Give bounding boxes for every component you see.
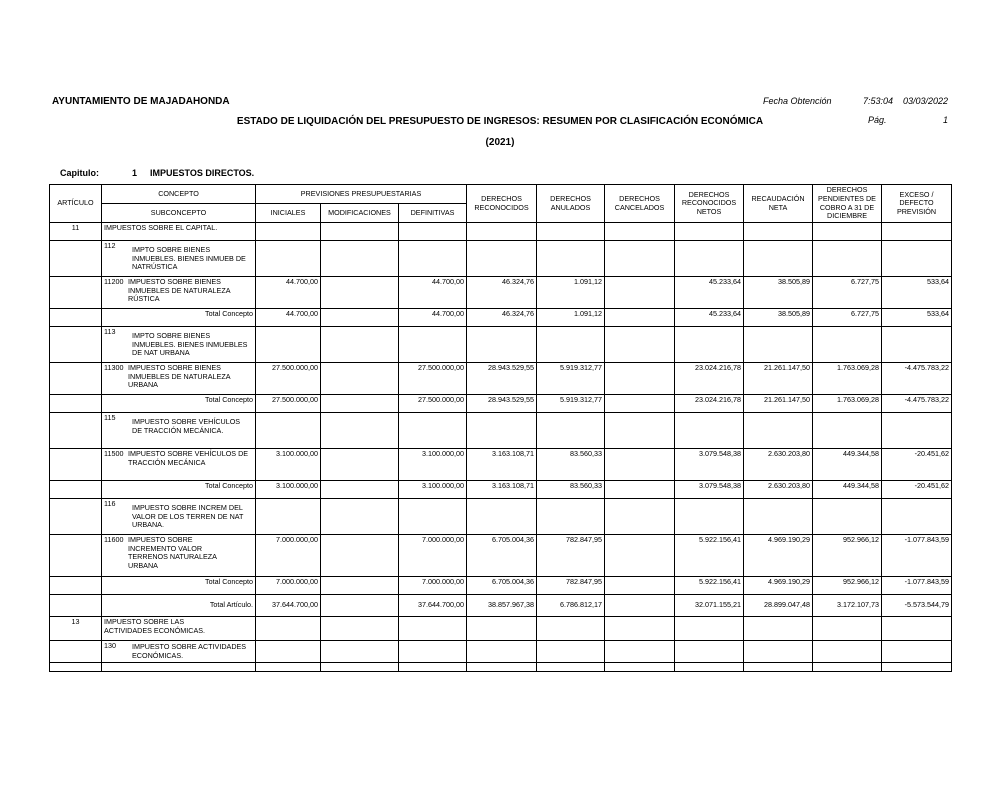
cell-derechos-cancelados xyxy=(605,535,675,577)
cell-exceso-defecto: -1.077.843,59 xyxy=(882,577,952,595)
page-label: Pág. xyxy=(868,115,887,125)
col-recaudacion-neta: RECAUDACIÓN NETA xyxy=(744,185,813,223)
concept-row xyxy=(50,499,952,535)
cell-recaudacion-neta: 21.261.147,50 xyxy=(744,395,813,413)
cell-derechos-anulados: 5.919.312,77 xyxy=(537,363,605,395)
cell-recaudacion-neta: 4.969.190,29 xyxy=(744,535,813,577)
cell-recaudacion-neta: 38.505,89 xyxy=(744,309,813,327)
entity-name: AYUNTAMIENTO DE MAJADAHONDA xyxy=(52,96,230,107)
cell-modificaciones xyxy=(321,535,399,577)
cell-derechos-pendientes: 6.727,75 xyxy=(813,309,882,327)
col-derechos-reconocidos: DERECHOS RECONOCIDOS xyxy=(467,185,537,223)
cell-derechos-netos: 32.071.155,21 xyxy=(675,595,744,617)
cell-derechos-reconocidos: 46.324,76 xyxy=(467,309,537,327)
cell-recaudacion-neta: 2.630.203,80 xyxy=(744,481,813,499)
concept-desc: IMPUESTO SOBRE ACTIVIDADES ECONÓMICAS. xyxy=(132,642,247,660)
col-derechos-pendientes: DERECHOS PENDIENTES DE COBRO A 31 DE DICIEMBRE xyxy=(813,185,882,223)
concept-code: 115 xyxy=(104,413,116,422)
cell-iniciales: 44.700,00 xyxy=(256,277,321,309)
article-code: 11 xyxy=(50,223,102,241)
cell-exceso-defecto: -5.573.544,79 xyxy=(882,595,952,617)
total-label: Total Concepto xyxy=(102,577,256,595)
cell-exceso-defecto: -20.451,62 xyxy=(882,481,952,499)
cell-modificaciones xyxy=(321,363,399,395)
cell-derechos-reconocidos: 6.705.004,36 xyxy=(467,577,537,595)
cell-recaudacion-neta: 21.261.147,50 xyxy=(744,363,813,395)
cell-definitivas: 7.000.000,00 xyxy=(399,577,467,595)
cell-derechos-anulados: 5.919.312,77 xyxy=(537,395,605,413)
col-concepto: CONCEPTO xyxy=(102,185,256,204)
total-concepto-row xyxy=(50,395,952,413)
liquidation-table xyxy=(49,184,952,672)
cell-exceso-defecto: -1.077.843,59 xyxy=(882,535,952,577)
subconcept-desc: IMPUESTO SOBRE VEHÍCULOS DE TRACCIÓN MECÁNICA xyxy=(128,449,249,467)
report-date: 03/03/2022 xyxy=(903,96,949,106)
cell-exceso-defecto: -4.475.783,22 xyxy=(882,363,952,395)
subconcept-row xyxy=(50,277,952,309)
cell-iniciales: 37.644.700,00 xyxy=(256,595,321,617)
concept-desc: IMPUESTO SOBRE VEHÍCULOS DE TRACCIÓN MECÁNICA. xyxy=(132,417,241,435)
subconcept-code: 11600 xyxy=(104,535,124,544)
cell-derechos-pendientes: 952.966,12 xyxy=(813,577,882,595)
concept-desc: IMPTO SOBRE BIENES INMUEBLES. BIENES INMUEBLES DE NAT URBANA xyxy=(132,331,248,358)
cell-recaudacion-neta: 4.969.190,29 xyxy=(744,577,813,595)
total-label: Total Concepto xyxy=(102,309,256,327)
subconcept-desc: IMPUESTO SOBRE INCREMENTO VALOR TERRENOS NATURALEZA URBANA xyxy=(128,535,217,570)
report-title: ESTADO DE LIQUIDACIÓN DEL PRESUPUESTO DE INGRESOS: RESUMEN POR CLASIFICACIÓN ECONÓMICA xyxy=(236,116,764,127)
cell-iniciales: 7.000.000,00 xyxy=(256,535,321,577)
total-articulo-row xyxy=(50,595,952,617)
cell-derechos-netos: 23.024.216,78 xyxy=(675,363,744,395)
col-derechos-cancelados: DERECHOS CANCELADOS xyxy=(605,185,675,223)
cell-iniciales: 27.500.000,00 xyxy=(256,363,321,395)
total-concepto-row xyxy=(50,577,952,595)
concept-code: 113 xyxy=(104,327,116,336)
subconcept-desc: IMPUESTO SOBRE BIENES INMUEBLES DE NATURALEZA URBANA xyxy=(128,363,231,390)
concept-code: 112 xyxy=(104,241,116,250)
cell-derechos-cancelados xyxy=(605,449,675,481)
cell-iniciales: 44.700,00 xyxy=(256,309,321,327)
article-code: 13 xyxy=(50,617,102,641)
cell-derechos-anulados: 1.091,12 xyxy=(537,277,605,309)
cell-definitivas: 3.100.000,00 xyxy=(399,481,467,499)
article-row xyxy=(50,617,952,641)
article-desc: IMPUESTOS SOBRE EL CAPITAL. xyxy=(102,223,256,241)
cell-derechos-pendientes: 1.763.069,28 xyxy=(813,395,882,413)
col-derechos-netos: DERECHOS RECONOCIDOS NETOS xyxy=(675,185,744,223)
cell-derechos-pendientes: 1.763.069,28 xyxy=(813,363,882,395)
cell-derechos-netos: 3.079.548,38 xyxy=(675,481,744,499)
cell-recaudacion-neta: 38.505,89 xyxy=(744,277,813,309)
cell-derechos-reconocidos: 6.705.004,36 xyxy=(467,535,537,577)
cell-recaudacion-neta: 2.630.203,80 xyxy=(744,449,813,481)
cell-definitivas: 37.644.700,00 xyxy=(399,595,467,617)
cell-derechos-cancelados xyxy=(605,309,675,327)
cell-iniciales: 3.100.000,00 xyxy=(256,449,321,481)
total-label: Total Artículo. xyxy=(102,595,256,617)
subconcept-row xyxy=(50,363,952,395)
cell-derechos-cancelados xyxy=(605,277,675,309)
subconcept-code: 11300 xyxy=(104,363,124,372)
cell-modificaciones xyxy=(321,309,399,327)
cell-derechos-netos: 5.922.156,41 xyxy=(675,535,744,577)
col-subconcepto: SUBCONCEPTO xyxy=(102,204,256,223)
report-year: (2021) xyxy=(485,137,515,148)
cell-recaudacion-neta: 28.899.047,48 xyxy=(744,595,813,617)
subconcept-desc: IMPUESTO SOBRE BIENES INMUEBLES DE NATURALEZA RÚSTICA xyxy=(128,277,231,304)
cell-modificaciones xyxy=(321,595,399,617)
col-exceso-defecto: EXCESO / DEFECTO PREVISIÓN xyxy=(882,185,952,223)
article-desc: IMPUESTO SOBRE LAS ACTIVIDADES ECONÓMICAS. xyxy=(104,617,206,635)
cell-derechos-pendientes: 952.966,12 xyxy=(813,535,882,577)
cell-derechos-pendientes: 449.344,58 xyxy=(813,449,882,481)
cell-modificaciones xyxy=(321,277,399,309)
cell-modificaciones xyxy=(321,577,399,595)
cell-modificaciones xyxy=(321,395,399,413)
cell-derechos-netos: 23.024.216,78 xyxy=(675,395,744,413)
concept-row xyxy=(50,413,952,449)
concept-desc: IMPTO SOBRE BIENES INMUEBLES. BIENES INMUEB DE NATRÚSTICA xyxy=(132,245,246,272)
cell-derechos-cancelados xyxy=(605,481,675,499)
cell-derechos-anulados: 1.091,12 xyxy=(537,309,605,327)
article-row xyxy=(50,223,952,241)
cell-definitivas: 44.700,00 xyxy=(399,277,467,309)
cell-derechos-cancelados xyxy=(605,595,675,617)
concept-code: 116 xyxy=(104,499,116,508)
cell-definitivas: 27.500.000,00 xyxy=(399,395,467,413)
cell-derechos-netos: 45.233,64 xyxy=(675,309,744,327)
total-concepto-row xyxy=(50,481,952,499)
cell-definitivas: 3.100.000,00 xyxy=(399,449,467,481)
subconcept-code: 11200 xyxy=(104,277,124,286)
cell-iniciales: 7.000.000,00 xyxy=(256,577,321,595)
cell-iniciales: 27.500.000,00 xyxy=(256,395,321,413)
col-iniciales: INICIALES xyxy=(256,204,321,223)
concept-row xyxy=(50,327,952,363)
col-definitivas: DEFINITIVAS xyxy=(399,204,467,223)
col-derechos-anulados: DERECHOS ANULADOS xyxy=(537,185,605,223)
capitulo-label: Capitulo: xyxy=(60,168,99,178)
cell-iniciales: 3.100.000,00 xyxy=(256,481,321,499)
cell-derechos-reconocidos: 3.163.108,71 xyxy=(467,481,537,499)
cell-derechos-netos: 5.922.156,41 xyxy=(675,577,744,595)
col-previsiones: PREVISIONES PRESUPUESTARIAS xyxy=(256,185,467,204)
cell-derechos-cancelados xyxy=(605,395,675,413)
page-number: 1 xyxy=(943,115,949,125)
cell-derechos-anulados: 83.560,33 xyxy=(537,449,605,481)
cell-modificaciones xyxy=(321,449,399,481)
col-articulo: ARTÍCULO xyxy=(50,185,102,223)
cell-derechos-reconocidos: 28.943.529,55 xyxy=(467,363,537,395)
cell-derechos-cancelados xyxy=(605,363,675,395)
cell-definitivas: 7.000.000,00 xyxy=(399,535,467,577)
concept-row xyxy=(50,241,952,277)
cell-exceso-defecto: -20.451,62 xyxy=(882,449,952,481)
cell-exceso-defecto: -4.475.783,22 xyxy=(882,395,952,413)
concept-desc: IMPUESTO SOBRE INCREM DEL VALOR DE LOS TERREN DE NAT URBANA. xyxy=(132,503,244,530)
concept-code: 130 xyxy=(104,641,116,650)
cell-derechos-reconocidos: 28.943.529,55 xyxy=(467,395,537,413)
cell-modificaciones xyxy=(321,481,399,499)
cell-derechos-anulados: 6.786.812,17 xyxy=(537,595,605,617)
cell-derechos-anulados: 782.847,95 xyxy=(537,577,605,595)
cell-derechos-reconocidos: 38.857.967,38 xyxy=(467,595,537,617)
capitulo-name: IMPUESTOS DIRECTOS. xyxy=(150,168,255,178)
report-time: 7:53:04 xyxy=(863,96,894,106)
total-label: Total Concepto xyxy=(102,395,256,413)
cell-derechos-reconocidos: 3.163.108,71 xyxy=(467,449,537,481)
cell-derechos-anulados: 782.847,95 xyxy=(537,535,605,577)
blank-row xyxy=(50,663,952,672)
col-modificaciones: MODIFICACIONES xyxy=(321,204,399,223)
cell-derechos-cancelados xyxy=(605,577,675,595)
total-label: Total Concepto xyxy=(102,481,256,499)
subconcept-code: 11500 xyxy=(104,449,124,458)
cell-derechos-reconocidos: 46.324,76 xyxy=(467,277,537,309)
total-concepto-row xyxy=(50,309,952,327)
cell-derechos-pendientes: 3.172.107,73 xyxy=(813,595,882,617)
concept-row xyxy=(50,641,952,663)
cell-derechos-pendientes: 449.344,58 xyxy=(813,481,882,499)
cell-exceso-defecto: 533,64 xyxy=(882,309,952,327)
cell-derechos-anulados: 83.560,33 xyxy=(537,481,605,499)
capitulo-number: 1 xyxy=(132,168,138,178)
cell-definitivas: 44.700,00 xyxy=(399,309,467,327)
cell-definitivas: 27.500.000,00 xyxy=(399,363,467,395)
cell-derechos-netos: 45.233,64 xyxy=(675,277,744,309)
cell-derechos-netos: 3.079.548,38 xyxy=(675,449,744,481)
cell-derechos-pendientes: 6.727,75 xyxy=(813,277,882,309)
fecha-label: Fecha Obtención xyxy=(763,96,832,106)
subconcept-row xyxy=(50,449,952,481)
subconcept-row xyxy=(50,535,952,577)
cell-exceso-defecto: 533,64 xyxy=(882,277,952,309)
